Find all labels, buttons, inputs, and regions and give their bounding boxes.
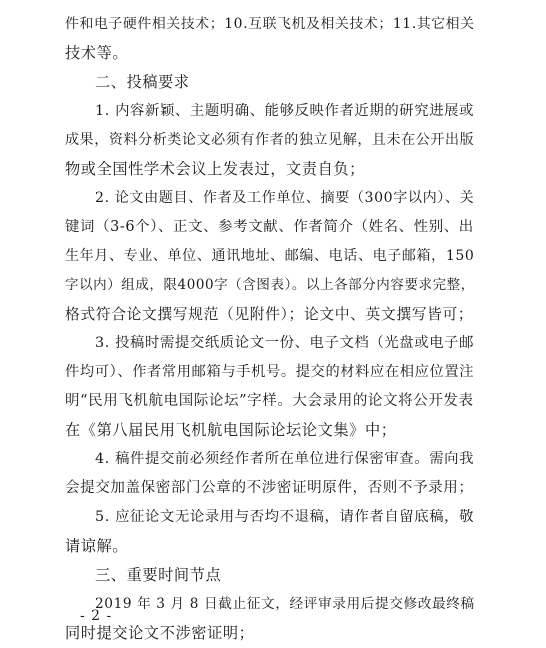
text-line: 4. 稿件提交前必须经作者所在单位进行保密审查。需向我 <box>95 451 475 467</box>
text-line: 2019 年 3 月 8 日截止征文，经评审录用后提交修改最终稿 <box>95 596 475 612</box>
text-line: 件均可）、作者常用邮箱与手机号。提交的材料应在相应位置注 <box>65 364 475 380</box>
text-line: 格式符合论文撰写规范（见附件）；论文中、英文撰写皆可； <box>65 306 474 323</box>
text-line: 5. 应征论文无论录用与否均不退稿，请作者自留底稿，敬 <box>95 509 475 525</box>
text-line: 同时提交论文不涉密证明； <box>65 624 255 642</box>
section-heading: 二、投稿要求 <box>95 73 190 91</box>
text-line: 物或全国性学术会议上发表过，文责自负； <box>65 160 365 178</box>
text-line: 件和电子硬件相关技术；10.互联飞机及相关技术；11.其它相关 <box>65 16 475 32</box>
text-line: 请谅解。 <box>65 537 129 555</box>
text-line: 3. 投稿时需提交纸质论文一份、电子文档（光盘或电子邮 <box>95 335 475 351</box>
text-line: 键词（3-6个）、正文、参考文献、作者简介（姓名、性别、出 <box>65 219 474 235</box>
text-line: 明“民用飞机航电国际论坛”字样。大会录用的论文将公开发表 <box>65 393 474 409</box>
text-line: 字以内）组成，限4000字（含图表）。以上各部分内容要求完整， <box>65 277 475 293</box>
text-line: 成果，资料分析类论文必须有作者的独立见解，且未在公开出版 <box>65 132 475 148</box>
text-line: 技术等。 <box>65 44 129 62</box>
page-number: - 2 - <box>80 608 113 624</box>
body-text <box>65 10 475 648</box>
text-line: 会提交加盖保密部门公章的不涉密证明原件，否则不予录用； <box>65 480 474 496</box>
text-line: 在《第八届民用飞机航电国际论坛论文集》中； <box>65 421 397 439</box>
text-line: 2. 论文由题目、作者及工作单位、摘要（300字以内）、关 <box>95 190 475 206</box>
text-line: 1. 内容新颖、主题明确、能够反映作者近期的研究进展或 <box>95 103 475 119</box>
section-heading: 三、重要时间节点 <box>95 566 222 584</box>
text-line: 生年月、专业、单位、通讯地址、邮编、电话、电子邮箱，150 <box>65 248 475 264</box>
